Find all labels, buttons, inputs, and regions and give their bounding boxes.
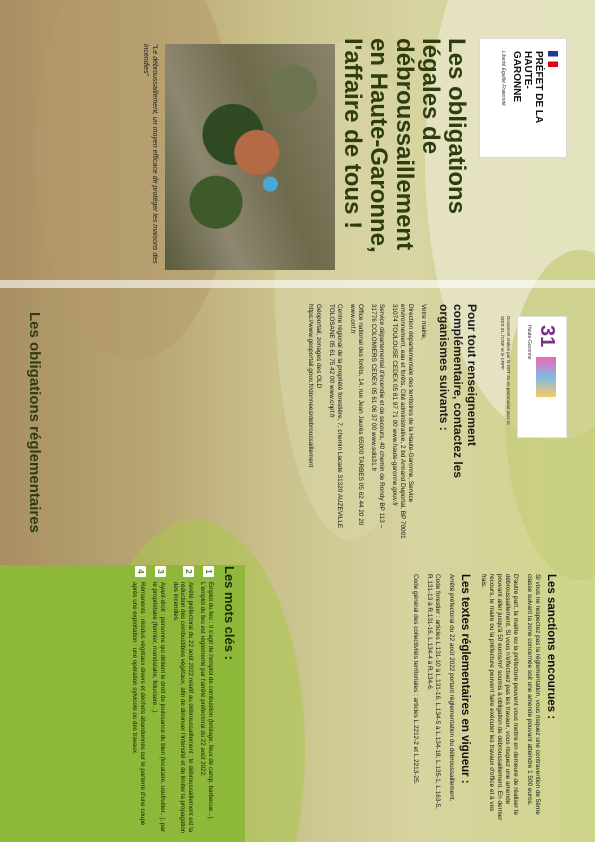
keyword-item — [151, 566, 166, 836]
keywords-panel — [4, 566, 239, 836]
textes-heading: Les textes réglementaires en vigueur : — [459, 574, 471, 784]
keyword-item — [131, 566, 146, 836]
keyword-item — [199, 566, 214, 836]
aerial-house-photo — [165, 44, 335, 270]
keyword-text: Rémanents : résidus végétaux divers et déchets abandonnés sur le parterre d'une coupe après une exploitation : une opération sylvicole ou des travaux. — [131, 582, 146, 826]
keyword-number: 1 — [203, 566, 214, 577]
contact-item: Centre régional de la propriété forestière, 7, chemin Lacade 31320 AUZEVILLE TOLOSANE 05 61 75 42 00 www.cnpf.fr — [328, 304, 343, 529]
keyword-number: 2 — [183, 566, 194, 577]
contacts-list — [301, 304, 427, 544]
regulation-panel — [247, 566, 587, 836]
sanctions-section — [405, 574, 557, 824]
contacts-heading: Pour tout renseignement complémentaire, contactez les organismes suivants : — [437, 304, 479, 479]
partner-logos — [517, 316, 567, 438]
contact-item: Votre mairie, — [420, 304, 427, 340]
marianne-flag-icon — [548, 51, 558, 67]
contact-item: Office national des forêts, 14, rue Jean Jaurès 65000 TARBES 05 62 44 20 20 www.onf.fr — [349, 304, 364, 526]
keyword-item — [171, 566, 194, 836]
credits-note: Document réalisé par la DDT 31 en partenariat avec le SDIS 31, l'ONF et le CRPF — [500, 316, 511, 425]
obligations-section-label: Les obligations réglementaires — [26, 312, 43, 533]
authority-name: PRÉFET DE LA HAUTE-GARONNE — [511, 51, 544, 123]
photo-caption: "Le débroussaillement, un moyen efficace de protéger les maisons des incendies" — [142, 44, 158, 264]
dept-logo-graphic — [536, 357, 556, 397]
textes-p1: Arrêté préfectoral du 22 août 2022 portant réglementation du débroussaillement. — [448, 574, 455, 802]
sanctions-p2: D'autre part, la mairie ou la préfecture peuvent vous mettre en demeure de réaliser le débroussaillement. Si vous n'effectuez pas les travaux, vous risquez une amende pouvant aller jusqu'à 50 euros/m² soumis à obligation de débroussaillement. En dernier recours, le maire ou la préfecture peuvent faire exécuter les travaux d'office et à vos frais. — [480, 574, 519, 821]
prefecture-logo — [479, 38, 567, 158]
fold-line — [0, 280, 595, 288]
keywords-heading: Les mots clés : — [222, 566, 237, 660]
keyword-number: 4 — [135, 566, 146, 577]
keyword-number: 3 — [155, 566, 166, 577]
keyword-text: Arrêté préfectoral du 22 août 2022 relatif au débroussaillement : le débroussaillement est la réduction des combustibles végétaux, afin de diminuer l'intensité et de limiter la propagation des incendies. — [171, 582, 194, 834]
cover-panel — [8, 20, 587, 270]
contact-item: Géoportail, zonages des OLD https://www.geoportail.gouv.fr/donnees/debroussaillement — [307, 304, 322, 468]
keyword-text: Emploi du feu : Il s'agit de l'emploi de combustion (brûlage, feux de camp, barbecue...). L'emploi du feu est réglementé par l'arrêté préfectoral du 22 août 2022. — [199, 582, 214, 821]
dept-logo-name: Haute-Garonne — [526, 325, 532, 360]
cover-title: Les obligations légales de débroussaillement en Haute-Garonne, l'affaire de tous ! — [339, 38, 470, 253]
textes-p3: Code général des collectivités territoriales : articles L.2212-2 et L.2213-25. — [412, 574, 419, 785]
contact-item: Direction départementale des territoires de la Haute-Garonne, Service environnement, eau et forêts, Cité administrative, 2 bd Armand Duportal, BP 70001 31074 TOULOUSE CEDEX 05 81 97 71 00 www.haute-garonne.gouv.fr — [391, 304, 414, 539]
republic-motto: Liberté Égalité Fraternité — [500, 51, 506, 106]
sanctions-heading: Les sanctions encourues : — [545, 574, 557, 720]
sanctions-p1: Si vous ne respectez pas la réglementation, vous risquez une contravention de 5ème classe suivant la zone concernée soit une amende pouvant atteindre 1 500 euros. — [526, 574, 541, 815]
textes-p2: Code forestier : articles L.131-10 à L.131-16, L.134-5 à L.134-18, L.135-1, L.163-5, R.131-13 à R.131-16, L.134-4 à R.134-6. — [426, 574, 441, 809]
contact-panel — [247, 296, 587, 556]
dept-logo-number: 31 — [536, 325, 558, 348]
keyword-text: Ayant-droit : personne qui détient le droit de jouissance du bien (locataire, usufruitier...), par le propriétaire (fermier, mandataire, fiduciaire...). — [151, 582, 167, 832]
contact-item: Service départemental d'incendie et de secours, 40 chemin de Rondy BP 113 – 31776 COLOMIERS CEDEX 05 61 06 37 00 www.sdis31.fr — [370, 304, 385, 529]
